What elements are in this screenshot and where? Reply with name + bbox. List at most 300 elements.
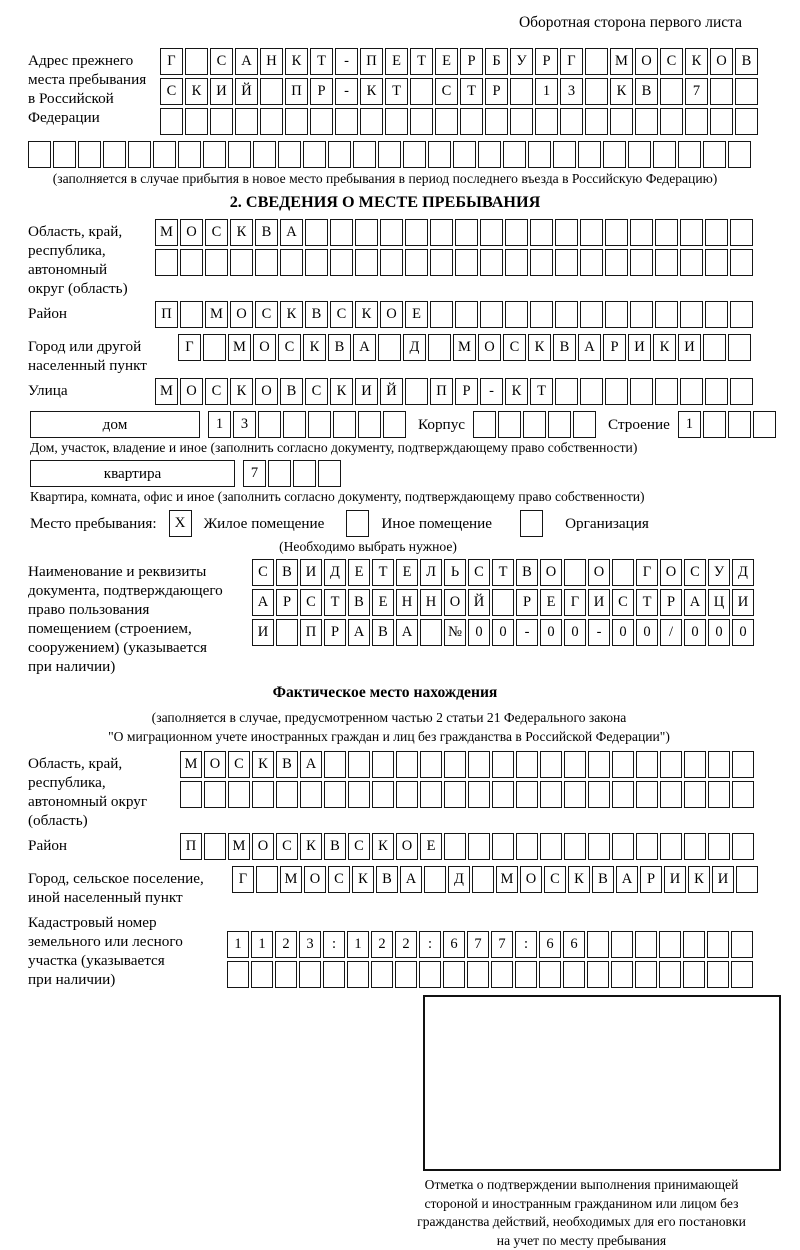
char-box [564,781,586,808]
char-box [155,249,178,276]
char-box: Т [530,378,553,405]
char-box: О [520,866,542,893]
char-box: 6 [539,931,561,958]
char-box: А [578,334,601,361]
char-box: А [300,751,322,778]
char-box [372,751,394,778]
char-box [185,48,208,75]
char-box [580,301,603,328]
char-box: Р [455,378,478,405]
char-box [228,141,251,168]
char-box: Е [396,559,418,586]
char-box [540,833,562,860]
char-box: 1 [208,411,231,438]
char-box: К [653,334,676,361]
char-box [705,249,728,276]
char-box: Т [492,559,514,586]
char-box: О [380,301,403,328]
char-box [480,219,503,246]
char-box [655,219,678,246]
char-box [659,961,681,988]
char-box [555,378,578,405]
char-box [659,931,681,958]
char-box [678,141,701,168]
char-box [730,249,753,276]
rayon-label: Район [28,301,155,331]
char-box: К [372,833,394,860]
char-box: Р [276,589,298,616]
char-box: Г [178,334,201,361]
char-box: В [324,833,346,860]
char-box [603,141,626,168]
rayon-row [155,301,755,328]
char-box: В [305,301,328,328]
label-line: Область, край, [28,222,155,241]
char-box [612,833,634,860]
char-box: О [230,301,253,328]
prev-address-row-3 [160,108,760,135]
char-box [268,460,291,487]
char-box: Т [385,78,408,105]
char-box: С [160,78,183,105]
char-box [630,301,653,328]
char-box: Д [324,559,346,586]
char-box [453,141,476,168]
char-box [585,108,608,135]
char-box: Г [636,559,658,586]
stroenie-cells [678,411,778,438]
char-box: 6 [563,931,585,958]
char-box [210,108,233,135]
char-box: К [352,866,374,893]
label-line: (заполняется в случае, предусмотренном частью 2 статьи 21 Федерального закона [28,708,750,727]
char-box [610,108,633,135]
char-box [485,108,508,135]
section2-title: 2. СВЕДЕНИЯ О МЕСТЕ ПРЕБЫВАНИЯ [28,193,742,212]
char-box: А [353,334,376,361]
char-box [300,781,322,808]
char-box [333,411,356,438]
char-box [708,833,730,860]
char-box [293,460,316,487]
choose-note: (Необходимо выбрать нужное) [188,539,548,555]
char-box [684,781,706,808]
char-box [605,249,628,276]
char-box [473,411,496,438]
char-box [371,961,393,988]
prev-address-grid [160,48,760,138]
char-box [703,334,726,361]
doc-row-1 [252,559,756,586]
char-box: О [396,833,418,860]
char-box: 0 [468,619,490,646]
char-box: 1 [678,411,701,438]
label-line: республика, [28,773,180,792]
char-box: П [285,78,308,105]
label-line: (область) [28,811,180,830]
char-box: М [496,866,518,893]
ulitsa-field [28,378,800,408]
char-box [444,833,466,860]
char-box: 7 [685,78,708,105]
factual-oblast-row-2 [180,781,756,808]
char-box [204,833,226,860]
char-box [655,378,678,405]
doc-row-2 [252,589,756,616]
char-box [660,833,682,860]
char-box: С [684,559,706,586]
char-box: 0 [612,619,634,646]
char-box: 3 [299,931,321,958]
char-box [736,866,758,893]
char-box: Р [324,619,346,646]
char-box [683,961,705,988]
char-box: Г [564,589,586,616]
char-box: 7 [491,931,513,958]
factual-rayon-label: Район [28,833,180,863]
char-box: 0 [684,619,706,646]
char-box: Т [372,559,394,586]
char-box [732,833,754,860]
char-box: Р [603,334,626,361]
label-line: Область, край, [28,754,180,773]
char-box: Д [403,334,426,361]
kadastr-label [28,910,227,991]
char-box: О [478,334,501,361]
char-box: К [230,219,253,246]
corner-note: Оборотная сторона первого листа [28,14,742,32]
char-box: С [612,589,634,616]
char-box [505,219,528,246]
char-box [428,141,451,168]
char-box [491,961,513,988]
char-box [330,249,353,276]
char-box: - [335,48,358,75]
char-box [505,301,528,328]
char-box: Е [348,559,370,586]
char-box [728,411,751,438]
char-box [553,141,576,168]
factual-oblast-grid [180,751,756,830]
char-box [587,931,609,958]
prev-address-row-1 [160,48,760,75]
char-box [630,249,653,276]
char-box [410,78,433,105]
char-box: - [335,78,358,105]
char-box [383,411,406,438]
char-box [203,141,226,168]
char-box [235,108,258,135]
char-box: О [660,559,682,586]
char-box [560,108,583,135]
char-box: М [610,48,633,75]
char-box [680,249,703,276]
char-box [278,141,301,168]
char-box: 0 [636,619,658,646]
char-box [710,108,733,135]
char-box: Р [660,589,682,616]
doc-label [28,559,252,676]
char-box [732,751,754,778]
label-line: округ (область) [28,279,155,298]
char-box [330,219,353,246]
char-box [227,961,249,988]
char-box [707,961,729,988]
char-box [205,249,228,276]
factual-gorod-field [28,866,800,907]
char-box: 0 [708,619,730,646]
char-box [530,219,553,246]
char-box [230,249,253,276]
char-box [455,301,478,328]
char-box: И [588,589,610,616]
factual-oblast-field [28,751,800,830]
label-line: на учет по месту пребывания [363,1232,800,1250]
char-box: 2 [395,931,417,958]
char-box [420,619,442,646]
char-box [443,961,465,988]
char-box: И [355,378,378,405]
char-box [258,411,281,438]
char-box [628,141,651,168]
label-line: места пребывания [28,70,160,89]
char-box [580,249,603,276]
char-box: 0 [732,619,754,646]
char-box: О [252,833,274,860]
char-box [403,141,426,168]
char-box [731,931,753,958]
doc-row-3 [252,619,756,646]
char-box: К [230,378,253,405]
stroenie-label: Строение [598,416,678,434]
oblast-label [28,219,155,298]
char-box: К [252,751,274,778]
oblast-row-1 [155,219,755,246]
char-box: 1 [251,931,273,958]
char-box: О [253,334,276,361]
char-box [419,961,441,988]
char-box [548,411,571,438]
char-box: С [252,559,274,586]
char-box [605,378,628,405]
kadastr-row-1 [227,931,755,958]
label-line: в Российской [28,89,160,108]
char-box [588,833,610,860]
char-box [611,931,633,958]
char-box: : [323,931,345,958]
char-box: Ь [444,559,466,586]
char-box [728,334,751,361]
char-box [612,751,634,778]
char-box [753,411,776,438]
char-box [540,751,562,778]
char-box [735,108,758,135]
char-box: В [276,559,298,586]
kvartira-caption: Квартира, комната, офис и иное (заполнить согласно документу, подтверждающему право собственности) [30,489,800,505]
stamp-area [363,995,800,1250]
label-line: при наличии) [28,657,252,676]
char-box [305,249,328,276]
char-box: Г [232,866,254,893]
char-box: И [664,866,686,893]
char-box: Е [540,589,562,616]
char-box [516,833,538,860]
char-box [251,961,273,988]
char-box [680,219,703,246]
char-box [635,108,658,135]
char-box: М [228,833,250,860]
char-box: 1 [227,931,249,958]
char-box: 3 [233,411,256,438]
char-box: К [300,833,322,860]
char-box [203,334,226,361]
char-box [303,141,326,168]
char-box: Л [420,559,442,586]
char-box: Р [460,48,483,75]
char-box: К [610,78,633,105]
char-box [655,249,678,276]
char-box [636,833,658,860]
char-box [318,460,341,487]
char-box [410,108,433,135]
kadastr-grid [227,910,755,991]
char-box: 2 [371,931,393,958]
char-box [530,301,553,328]
char-box: С [276,833,298,860]
char-box [275,961,297,988]
char-box: 7 [243,460,266,487]
char-box [612,559,634,586]
char-box: С [660,48,683,75]
option-organizatsiya-label: Организация [565,515,649,533]
char-box: Р [310,78,333,105]
char-box [380,249,403,276]
char-box [255,249,278,276]
char-box: 0 [564,619,586,646]
char-box: А [252,589,274,616]
label-line: участка (указывается [28,951,227,970]
char-box: 6 [443,931,465,958]
char-box [324,781,346,808]
doc-field [28,559,800,676]
char-box [705,378,728,405]
char-box: А [235,48,258,75]
char-box: М [155,378,178,405]
char-box: К [360,78,383,105]
char-box [396,751,418,778]
char-box: С [503,334,526,361]
char-box [348,751,370,778]
char-box: Й [235,78,258,105]
char-box: - [588,619,610,646]
char-box: В [592,866,614,893]
char-box: : [515,931,537,958]
char-box: 1 [535,78,558,105]
checkbox-zhiloe: X [169,510,192,537]
char-box: У [708,559,730,586]
char-box: Д [448,866,470,893]
label-line: республика, [28,241,155,260]
char-box [305,219,328,246]
char-box [580,378,603,405]
char-box: С [435,78,458,105]
char-box [444,751,466,778]
char-box: Т [324,589,346,616]
label-line: при наличии) [28,970,227,989]
char-box [588,781,610,808]
char-box [53,141,76,168]
char-box: Т [460,78,483,105]
char-box [539,961,561,988]
char-box: О [304,866,326,893]
char-box: Н [396,589,418,616]
char-box [160,108,183,135]
char-box: С [468,559,490,586]
char-box [285,108,308,135]
char-box [660,78,683,105]
label-line: сооружением) (указывается [28,638,252,657]
char-box [611,961,633,988]
char-box [310,108,333,135]
char-box: В [280,378,303,405]
char-box [253,141,276,168]
label-line: Адрес прежнего [28,51,160,70]
factual-rayon-field [28,833,800,863]
label-line: земельного или лесного [28,932,227,951]
char-box [353,141,376,168]
char-box [516,781,538,808]
char-box: В [328,334,351,361]
char-box [405,378,428,405]
char-box [510,78,533,105]
char-box [128,141,151,168]
char-box: О [204,751,226,778]
label-line: "О миграционном учете иностранных граждан и лиц без гражданства в Российской Федерации") [28,727,750,746]
kvartira-cells [243,460,343,487]
label-line: документа, подтверждающего [28,581,252,600]
char-box [683,931,705,958]
char-box: - [480,378,503,405]
char-box: В [376,866,398,893]
char-box [280,249,303,276]
char-box: К [303,334,326,361]
factual-note [28,708,750,746]
char-box [585,78,608,105]
char-box: С [305,378,328,405]
char-box: С [348,833,370,860]
char-box [605,301,628,328]
char-box: П [430,378,453,405]
char-box [180,301,203,328]
kvartira-row [30,460,800,487]
char-box: С [300,589,322,616]
doc-grid [252,559,756,676]
label-line: стороной и иностранным гражданином или лицом без [363,1195,800,1214]
char-box [503,141,526,168]
char-box [276,781,298,808]
char-box [78,141,101,168]
char-box: С [330,301,353,328]
checkbox-organizatsiya [520,510,543,537]
char-box [710,78,733,105]
char-box [708,751,730,778]
char-box: Ц [708,589,730,616]
char-box: Т [636,589,658,616]
char-box [455,219,478,246]
char-box: Е [405,301,428,328]
char-box [636,781,658,808]
char-box: А [396,619,418,646]
